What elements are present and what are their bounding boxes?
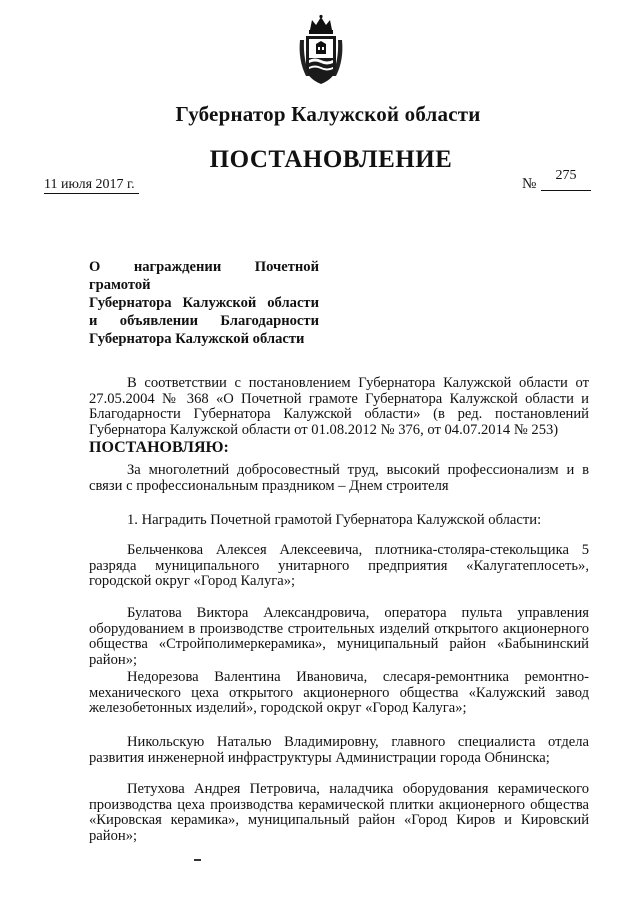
reason-text: За многолетний добросовестный труд, высокий профессионализм и в связи с профессиональным праздником – Днем строителя — [89, 462, 589, 494]
issuer-title: Губернатор Калужской области — [175, 102, 481, 126]
awardee-text: Петухова Андрея Петровича, наладчика оборудования керамического производства цеха производства керамической плитки акционерного общества «Кировская керамика», муниципальный район «Город Киров и Кировский район»; — [89, 781, 589, 844]
awardee-paragraph — [89, 670, 589, 717]
coat-of-arms-icon — [296, 14, 346, 86]
subject-line: Губернатора Калужской области — [89, 295, 319, 311]
document-type-title: ПОСТАНОВЛЕНИЕ — [209, 146, 453, 173]
awardee-paragraph — [89, 735, 589, 766]
awardee-text: Бельченкова Алексея Алексеевича, плотника-столяра-стекольщика 5 разряда муниципального унитарного предприятия «Калугатеплосеть», городской округ «Город Калуга»; — [89, 542, 589, 589]
document-number-label: № — [522, 176, 537, 192]
preamble-paragraph — [89, 376, 589, 438]
awardee-paragraph — [89, 543, 589, 590]
reason-paragraph — [89, 463, 589, 494]
awardee-text: Недорезова Валентина Ивановича, слесаря-ремонтника ремонтно-механического цеха открытого акционерного общества «Калужский завод железобетонных изделий», городской округ «Город Калуга»; — [89, 669, 589, 716]
subject-line: Губернатора Калужской области — [89, 331, 305, 347]
awardee-text: Булатова Виктора Александровича, оператора пульта управления оборудованием в производстве строительных изделий открытого акционерного общества «Стройполимеркерамика», муниципальный район «Бабынинский район»; — [89, 605, 589, 668]
item-1-text: 1. Наградить Почетной грамотой Губернатора Калужской области: — [127, 512, 542, 528]
subject-line: и объявлении Благодарности — [89, 313, 319, 329]
scan-mark — [194, 859, 201, 861]
item-1-paragraph — [89, 513, 589, 529]
document-date: 11 июля 2017 г. — [44, 177, 139, 194]
document-subject — [89, 258, 319, 348]
awardee-paragraph — [89, 782, 589, 844]
subject-line: О награждении Почетной грамотой — [89, 259, 319, 293]
preamble-text: В соответствии с постановлением Губернатора Калужской области от 27.05.2004 № 368 «О Почетной грамоте Губернатора Калужской области и Благодарности Губернатора Калужской области» (в ред. постановлений Губернатора Калужской области от 01.08.2012 № 376, от 04.07.2014 № 253) — [89, 375, 589, 438]
document-number: 275 — [541, 168, 591, 191]
awardee-paragraph — [89, 606, 589, 668]
decree-heading: ПОСТАНОВЛЯЮ: — [89, 439, 229, 456]
awardee-text: Никольскую Наталью Владимировну, главного специалиста отдела развития инженерной инфраструктуры Администрации города Обнинска; — [89, 734, 589, 766]
